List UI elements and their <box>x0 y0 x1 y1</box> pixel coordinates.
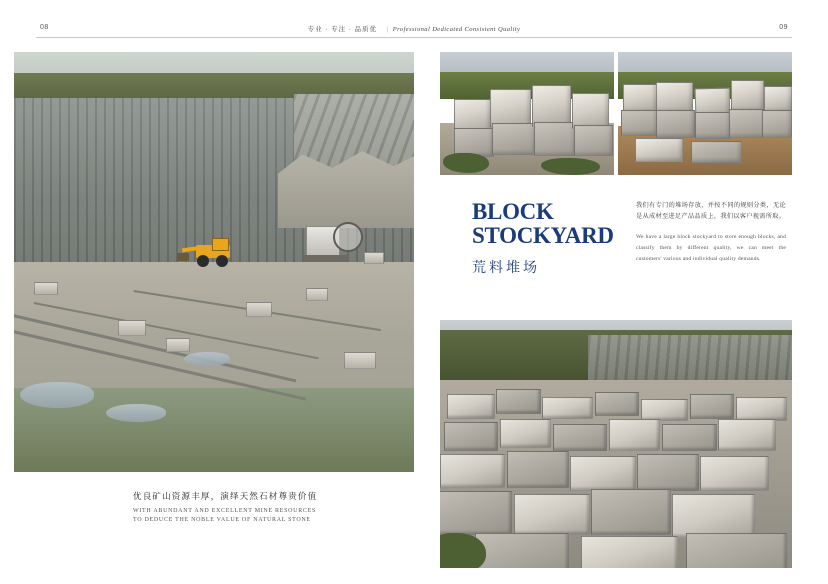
right-page <box>440 52 792 568</box>
yard-block <box>609 419 660 451</box>
quarry-stone-block <box>246 302 272 317</box>
granite-block <box>574 125 613 157</box>
granite-block <box>623 84 656 113</box>
granite-block <box>534 122 576 156</box>
caption-chinese: 优良矿山资源丰厚，演绎天然石材尊贵价值 <box>133 491 318 501</box>
granite-block-foreground <box>691 141 742 164</box>
yard-block-foreground <box>581 536 678 568</box>
yard-block <box>440 454 505 488</box>
yard-block-foreground <box>440 491 512 535</box>
granite-block <box>656 82 693 114</box>
granite-block <box>729 109 766 138</box>
yard-block <box>570 456 635 490</box>
section-title-en-line1: BLOCK <box>472 199 554 224</box>
granite-block <box>695 112 732 139</box>
granite-block <box>621 110 658 137</box>
granite-block-foreground <box>635 138 682 162</box>
yard-block <box>496 389 540 413</box>
quarry-puddle <box>184 352 230 366</box>
section-title-en-line2: STOCKYARD <box>472 223 614 249</box>
yard-block <box>444 422 499 451</box>
granite-block <box>656 110 695 138</box>
block-stack-photo-right <box>618 52 792 175</box>
quarry-photo <box>14 52 414 472</box>
yard-block <box>542 397 593 419</box>
caption-english-line2: TO DEDUCE THE NOBLE VALUE OF NATURAL STONE <box>133 517 311 524</box>
yard-block <box>662 424 717 451</box>
yard-block <box>500 419 551 448</box>
header-tagline <box>308 24 521 33</box>
quarry-stone-block <box>364 252 384 264</box>
granite-block <box>532 85 571 126</box>
granite-block <box>572 93 609 129</box>
loader-wheel <box>197 255 209 267</box>
yard-block <box>700 456 769 490</box>
page-number-left: 08 <box>40 24 49 31</box>
quarry-stone-block <box>118 320 146 336</box>
yard-block <box>595 392 639 416</box>
block-stack-photo-left <box>440 52 614 175</box>
section-body <box>636 200 786 265</box>
block-stack-illustration-right <box>618 52 792 175</box>
yard-block-foreground <box>514 494 590 536</box>
header-tagline-cn: 专业 · 专注 · 品质优 <box>307 26 378 33</box>
header-tagline-en: Professional Dedicated Consistent Quality <box>392 26 521 33</box>
yard-block-foreground <box>686 533 787 568</box>
granite-block <box>492 123 536 155</box>
body-text-english: We have a large block stockyard to store enough blocks, and classify them by different quality, we can meet the customers' various and individual quality demands. <box>636 233 786 262</box>
quarry-stone-block <box>344 352 376 369</box>
yard-block-foreground <box>475 533 569 568</box>
caption-english-line1: WITH ABUNDANT AND EXCELLENT MINE RESOURCES <box>133 508 317 514</box>
quarry-puddle <box>106 404 166 422</box>
granite-block <box>731 80 764 112</box>
wheel-loader <box>182 241 242 267</box>
quarry-stone-block <box>306 288 328 301</box>
yard-block-foreground <box>591 489 670 536</box>
yard-block <box>641 399 689 421</box>
quarry-illustration <box>14 52 414 472</box>
left-page <box>8 52 414 568</box>
top-photo-row <box>440 52 792 175</box>
stockyard-photo <box>440 320 792 568</box>
header-tagline-separator: | <box>387 26 389 33</box>
block-stack-illustration-left <box>440 52 614 175</box>
body-text-chinese: 我们有专门的堆场存放，并按不同的规则分类，无论是从成材至进足产品品质上，我们以客户视需所取。 <box>636 202 786 221</box>
granite-block <box>490 89 530 128</box>
yard-block <box>507 451 569 488</box>
stone-cutting-rig <box>306 220 360 266</box>
quarry-stone-block <box>166 338 190 352</box>
section-title-cn: 荒料堆场 <box>472 260 540 276</box>
page-number-right: 09 <box>779 24 788 31</box>
section-title <box>472 200 622 277</box>
yard-block <box>718 419 776 451</box>
yard-block <box>553 424 608 451</box>
loader-cab <box>212 238 229 251</box>
yard-block <box>736 397 787 421</box>
foreground-bush <box>443 153 488 173</box>
loader-bucket <box>177 253 189 261</box>
yard-block-foreground <box>672 494 755 538</box>
yard-block <box>447 394 495 418</box>
granite-block <box>762 110 792 138</box>
quarry-puddle <box>20 382 94 408</box>
loader-wheel <box>216 255 228 267</box>
yard-block <box>690 394 734 418</box>
rig-saw-blade <box>333 222 363 252</box>
quarry-stone-block <box>34 282 58 295</box>
stockyard-text-band <box>440 192 792 312</box>
header-rule <box>36 37 792 38</box>
left-caption <box>133 490 413 526</box>
stockyard-illustration <box>440 320 792 568</box>
rig-base <box>304 255 348 262</box>
page-header <box>36 24 792 38</box>
yard-block <box>637 454 699 491</box>
